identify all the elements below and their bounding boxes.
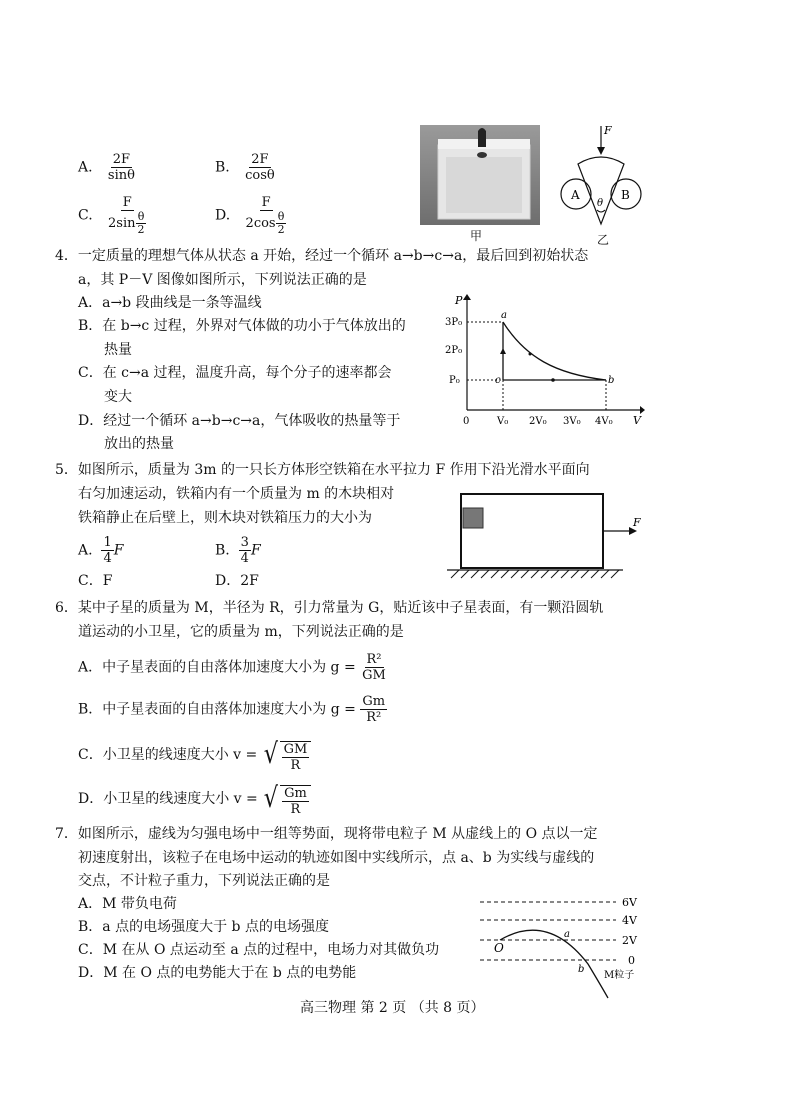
- q7-level-4v: 4V: [622, 914, 637, 927]
- q6-stem-line1: 6．某中子星的质量为 M，半径为 R，引力常量为 G，贴近该中子星表面，有一颗沿圆轨: [55, 600, 604, 616]
- q5-box-diagram: [445, 488, 645, 580]
- q4-x-tick-4v0: 4V₀: [595, 416, 613, 427]
- q7-point-b: b: [578, 964, 585, 975]
- q5-stem-line1: 5．如图所示，质量为 3m 的一只长方体形空铁箱在水平拉力 F 作用下沿光滑水平面向: [55, 462, 590, 478]
- q3-photo: [420, 125, 540, 225]
- q4-y-axis-label: P: [455, 294, 463, 307]
- q7-stem-line2: 初速度射出，该粒子在电场中运动的轨迹如图中实线所示，点 a、b 为实线与虚线的: [78, 850, 595, 866]
- q7-stem-line1: 7．如图所示，虚线为匀强电场中一组等势面，现将带电粒子 M 从虚线上的 O 点以一定: [55, 826, 598, 842]
- q3-circle-a-label: A: [571, 188, 580, 202]
- q6-stem-line2: 道运动的小卫星，它的质量为 m，下列说法正确的是: [78, 624, 404, 640]
- q3-force-label: F: [604, 124, 612, 137]
- q4-pv-graph: [445, 292, 645, 432]
- q7-level-6v: 6V: [622, 896, 637, 909]
- q6-option-a: A．中子星表面的自由落体加速度大小为 g = $\frac{\text{R²}}{GM}$: [78, 652, 386, 683]
- q4-point-b: b: [608, 375, 615, 386]
- q4-option-c-line1: C．在 c→a 过程，温度升高，每个分子的速率都会: [78, 365, 392, 381]
- q5-option-d: D．2F: [215, 573, 259, 589]
- q4-option-d-line2: 放出的热量: [104, 436, 174, 452]
- page-footer: 高三物理 第 2 页 （共 8 页）: [300, 1000, 485, 1016]
- q5-option-b: B. $\frac{3}{4}$ F: [215, 535, 261, 566]
- q7-particle-label: M粒子: [604, 970, 635, 981]
- q4-x-axis-label: V: [633, 414, 641, 427]
- q3-photo-drawing: [420, 125, 540, 225]
- q3-photo-caption: 甲: [470, 229, 483, 243]
- q3-option-b: B. $\frac{2F}{\cos\theta}$: [215, 152, 275, 183]
- q3-option-d: D. F 2cos $\frac{\theta}{2}$: [215, 195, 285, 236]
- q4-y-tick-p0: P₀: [449, 375, 460, 386]
- q3-circle-b-label: B: [621, 188, 630, 202]
- q7-point-a: a: [564, 929, 570, 940]
- q4-y-tick-3p0: 3P₀: [445, 317, 463, 328]
- q4-pv-svg: [445, 292, 645, 432]
- q4-option-b-line2: 热量: [104, 342, 132, 358]
- q7-stem-line3: 交点，不计粒子重力，下列说法正确的是: [78, 873, 330, 889]
- q6-option-d: D．小卫星的线速度大小 v = √ $\frac{Gm}{R}$: [78, 781, 311, 817]
- q7-option-b: B．a 点的电场强度大于 b 点的电场强度: [78, 919, 329, 935]
- q7-option-c: C．M 在从 O 点运动至 a 点的过程中，电场力对其做负功: [78, 942, 440, 958]
- q5-option-c: C．F: [78, 573, 113, 589]
- q7-level-0: 0: [628, 954, 635, 967]
- q5-stem-line3: 铁箱静止在后壁上，则木块对铁箱压力的大小为: [78, 510, 372, 526]
- q7-level-2v: 2V: [622, 934, 637, 947]
- q5-box-svg: [445, 488, 645, 580]
- q7-field-diagram: [478, 892, 650, 1002]
- q6-option-b: B．中子星表面的自由落体加速度大小为 g = $\frac{Gm}{\text{R²}}$: [78, 694, 386, 725]
- q4-option-c-line2: 变大: [104, 389, 132, 405]
- q7-option-a: A．M 带负电荷: [78, 896, 177, 912]
- q3-option-a: A. $\frac{2F}{\sin\theta}$: [78, 152, 135, 183]
- q3-wedge-svg: [556, 122, 646, 234]
- q4-x-tick-2v0: 2V₀: [529, 416, 547, 427]
- q5-force-label: F: [633, 516, 641, 529]
- q4-point-a: a: [501, 310, 507, 321]
- q4-x-tick-3v0: 3V₀: [563, 416, 581, 427]
- q4-option-d-line1: D．经过一个循环 a→b→c→a，气体吸收的热量等于: [78, 413, 401, 429]
- q4-stem-line1: 4．一定质量的理想气体从状态 a 开始，经过一个循环 a→b→c→a，最后回到初始状态: [55, 248, 589, 264]
- q4-y-tick-2p0: 2P₀: [445, 345, 463, 356]
- q5-option-a: A. $\frac{1}{4}$ F: [78, 535, 124, 566]
- q3-option-c: C. F 2sin $\frac{\theta}{2}$: [78, 195, 145, 236]
- q4-option-a: A．a→b 段曲线是一条等温线: [78, 295, 262, 311]
- q3-wedge-diagram: [556, 122, 646, 234]
- q7-point-o: O: [494, 941, 504, 955]
- q3-diagram-caption: 乙: [597, 233, 610, 247]
- q7-field-svg: [478, 892, 650, 1002]
- q3-angle-label: θ: [597, 198, 604, 209]
- q7-option-d: D．M 在 O 点的电势能大于在 b 点的电势能: [78, 965, 357, 981]
- q4-option-b-line1: B．在 b→c 过程，外界对气体做的功小于气体放出的: [78, 318, 406, 334]
- q4-point-c: c: [495, 375, 501, 386]
- q5-stem-line2: 右匀加速运动，铁箱内有一个质量为 m 的木块相对: [78, 486, 395, 502]
- q4-stem-line2: a，其 P－V 图像如图所示，下列说法正确的是: [78, 272, 367, 288]
- q4-origin-label: 0: [463, 416, 470, 427]
- q4-x-tick-v0: V₀: [497, 416, 509, 427]
- q6-option-c: C．小卫星的线速度大小 v = √ $\frac{GM}{R}$: [78, 737, 311, 773]
